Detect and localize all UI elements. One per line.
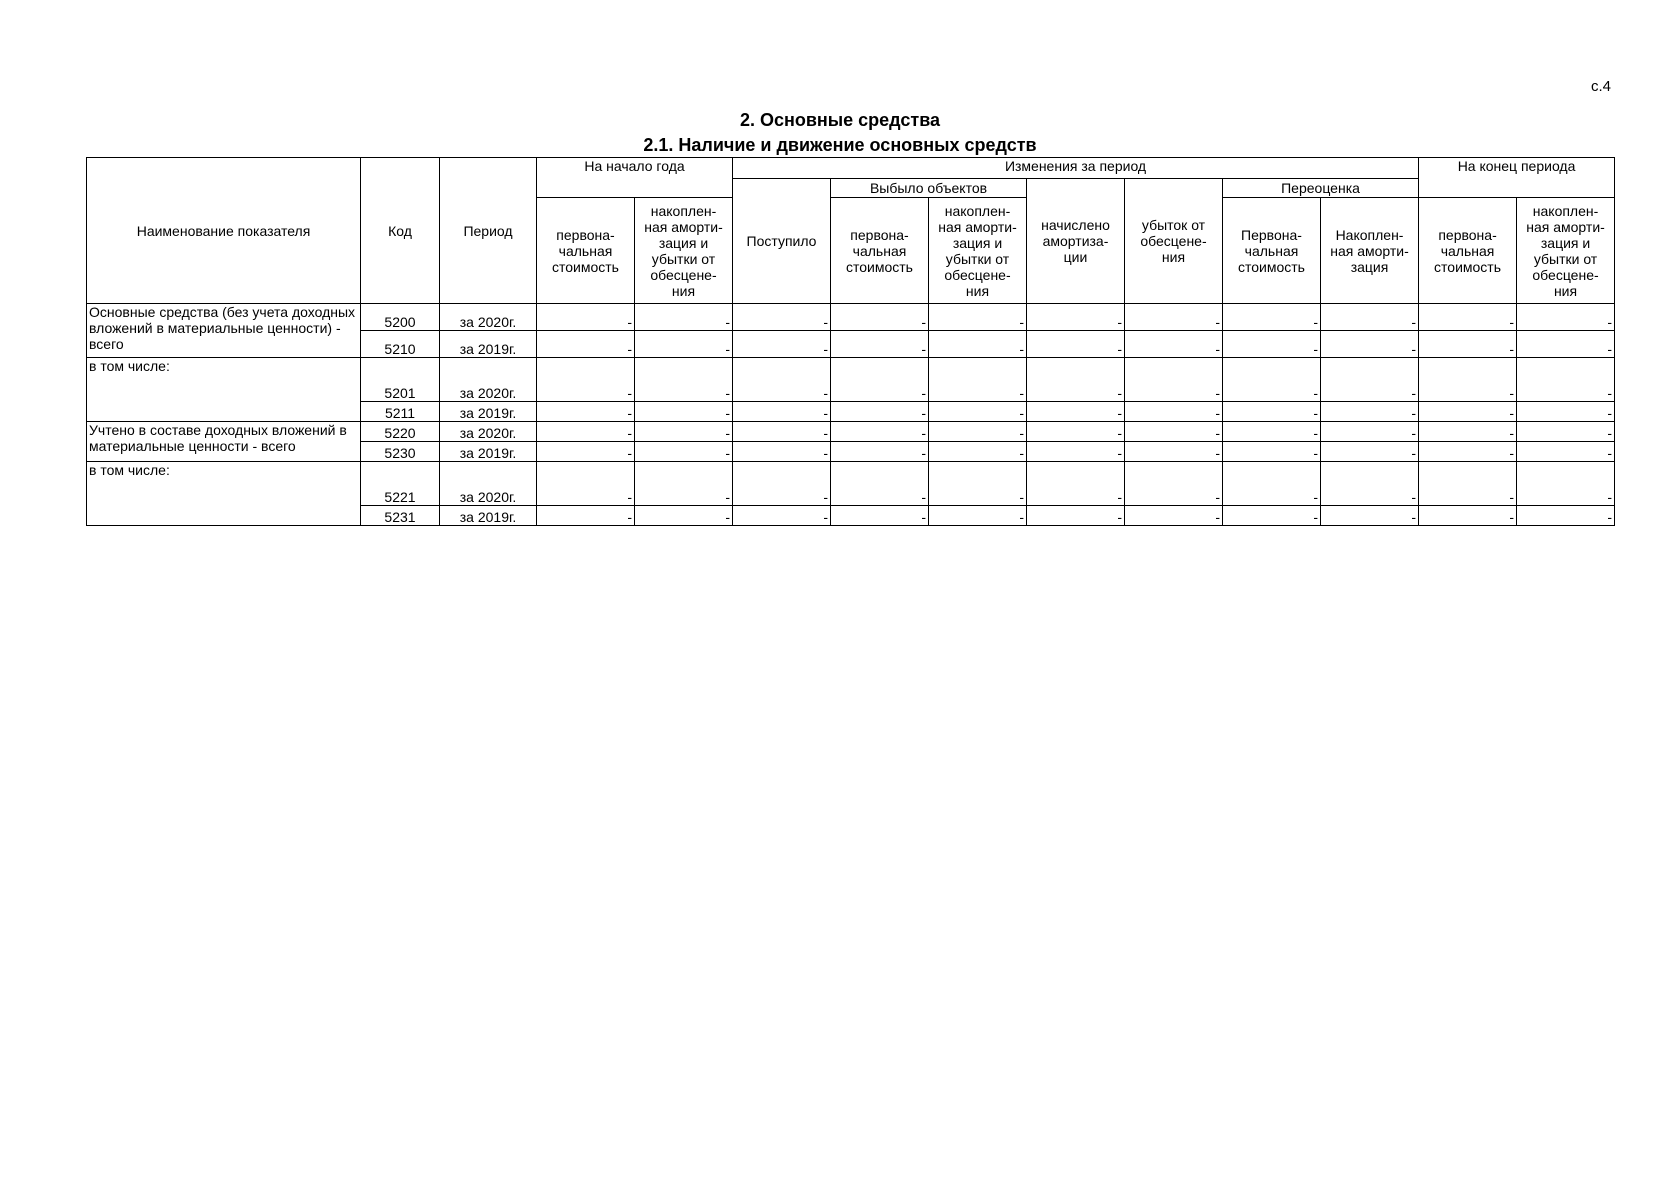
value-cell: - [537,402,635,422]
value-cell: - [537,422,635,442]
value-cell: - [831,402,929,422]
value-cell: - [1027,506,1125,526]
value-cell: - [1223,331,1321,358]
value-cell: - [1125,422,1223,442]
header-start-accumulated: накоплен- ная аморти- зация и убытки от обесцене- ния [635,198,733,304]
value-cell: - [733,442,831,462]
header-changes-for-period: Изменения за период [733,158,1419,179]
header-period: Период [440,158,537,304]
fixed-assets-table [86,157,1615,526]
value-cell: - [1223,462,1321,506]
value-cell: - [1223,358,1321,402]
value-cell: - [1027,331,1125,358]
value-cell: - [929,506,1027,526]
value-cell: - [929,462,1027,506]
value-cell: - [831,442,929,462]
value-cell: - [1125,506,1223,526]
value-cell: - [635,506,733,526]
header-revaluation: Переоценка [1223,179,1419,198]
value-cell: - [1517,304,1615,331]
header-start-initial-cost: первона- чальная стоимость [537,198,635,304]
value-cell: - [537,506,635,526]
value-cell: - [537,462,635,506]
value-cell: - [1419,358,1517,402]
value-cell: - [929,358,1027,402]
value-cell: - [733,402,831,422]
row-group-label: в том числе: [87,358,361,422]
value-cell: - [733,358,831,402]
row-group-label: в том числе: [87,462,361,526]
value-cell: - [537,304,635,331]
row-period: за 2020г. [440,422,537,442]
value-cell: - [1027,304,1125,331]
value-cell: - [635,402,733,422]
row-group-label: Основные средства (без учета доходных вложений в материальные ценности) - всего [87,304,361,358]
value-cell: - [733,422,831,442]
value-cell: - [635,331,733,358]
header-received: Поступило [733,179,831,304]
value-cell: - [733,331,831,358]
value-cell: - [1321,422,1419,442]
value-cell: - [1125,462,1223,506]
header-impairment: убыток от обесцене- ния [1125,179,1223,304]
row-period: за 2019г. [440,442,537,462]
row-code: 5210 [361,331,440,358]
row-code: 5231 [361,506,440,526]
value-cell: - [1419,331,1517,358]
row-period: за 2020г. [440,462,537,506]
value-cell: - [1419,506,1517,526]
value-cell: - [1321,442,1419,462]
row-code: 5220 [361,422,440,442]
value-cell: - [1321,462,1419,506]
value-cell: - [1027,402,1125,422]
header-retired: Выбыло объектов [831,179,1027,198]
value-cell: - [733,304,831,331]
value-cell: - [635,358,733,402]
value-cell: - [1321,506,1419,526]
value-cell: - [929,304,1027,331]
table-row [87,358,1615,402]
row-code: 5200 [361,304,440,331]
header-reval-accumulated: Накоплен- ная аморти- зация [1321,198,1419,304]
value-cell: - [1027,442,1125,462]
value-cell: - [1419,402,1517,422]
value-cell: - [1223,422,1321,442]
value-cell: - [1517,462,1615,506]
value-cell: - [635,304,733,331]
value-cell: - [1125,331,1223,358]
value-cell: - [635,442,733,462]
row-period: за 2020г. [440,358,537,402]
header-retired-initial-cost: первона- чальная стоимость [831,198,929,304]
table-row [87,422,1615,442]
value-cell: - [1027,462,1125,506]
header-retired-accumulated: накоплен- ная аморти- зация и убытки от обесцене- ния [929,198,1027,304]
row-code: 5230 [361,442,440,462]
value-cell: - [1517,358,1615,402]
value-cell: - [1223,304,1321,331]
value-cell: - [1419,462,1517,506]
value-cell: - [1027,358,1125,402]
value-cell: - [929,422,1027,442]
header-depreciation: начислено амортиза- ции [1027,179,1125,304]
value-cell: - [1517,506,1615,526]
row-period: за 2020г. [440,304,537,331]
value-cell: - [1419,304,1517,331]
value-cell: - [1321,358,1419,402]
value-cell: - [537,331,635,358]
row-group-label: Учтено в составе доходных вложений в материальные ценности - всего [87,422,361,462]
section-title: 2. Основные средства [739,110,941,130]
value-cell: - [831,304,929,331]
value-cell: - [1125,304,1223,331]
value-cell: - [831,506,929,526]
value-cell: - [929,442,1027,462]
value-cell: - [929,331,1027,358]
value-cell: - [733,462,831,506]
value-cell: - [537,358,635,402]
row-period: за 2019г. [440,506,537,526]
value-cell: - [1321,402,1419,422]
value-cell: - [1321,331,1419,358]
value-cell: - [1125,358,1223,402]
header-start-of-year: На начало года [537,158,733,198]
value-cell: - [1125,402,1223,422]
value-cell: - [733,506,831,526]
value-cell: - [831,422,929,442]
header-reval-initial-cost: Первона- чальная стоимость [1223,198,1321,304]
value-cell: - [1321,304,1419,331]
value-cell: - [1517,422,1615,442]
row-code: 5221 [361,462,440,506]
header-end-accumulated: накоплен- ная аморти- зация и убытки от обесцене- ния [1517,198,1615,304]
value-cell: - [929,402,1027,422]
page-number: с.4 [1590,78,1611,95]
value-cell: - [831,358,929,402]
value-cell: - [1125,442,1223,462]
value-cell: - [635,422,733,442]
header-code: Код [361,158,440,304]
header-end-of-period: На конец периода [1419,158,1615,198]
value-cell: - [831,462,929,506]
header-name: Наименование показателя [87,158,361,304]
value-cell: - [1517,442,1615,462]
row-code: 5201 [361,358,440,402]
value-cell: - [1419,442,1517,462]
table-row [87,462,1615,506]
subsection-title: 2.1. Наличие и движение основных средств [643,135,1037,155]
header-end-initial-cost: первона- чальная стоимость [1419,198,1517,304]
value-cell: - [1517,331,1615,358]
row-code: 5211 [361,402,440,422]
value-cell: - [1223,506,1321,526]
row-period: за 2019г. [440,402,537,422]
table-row [87,304,1615,331]
value-cell: - [537,442,635,462]
value-cell: - [1419,422,1517,442]
value-cell: - [1027,422,1125,442]
row-period: за 2019г. [440,331,537,358]
value-cell: - [1223,402,1321,422]
value-cell: - [1223,442,1321,462]
value-cell: - [1517,402,1615,422]
value-cell: - [635,462,733,506]
value-cell: - [831,331,929,358]
